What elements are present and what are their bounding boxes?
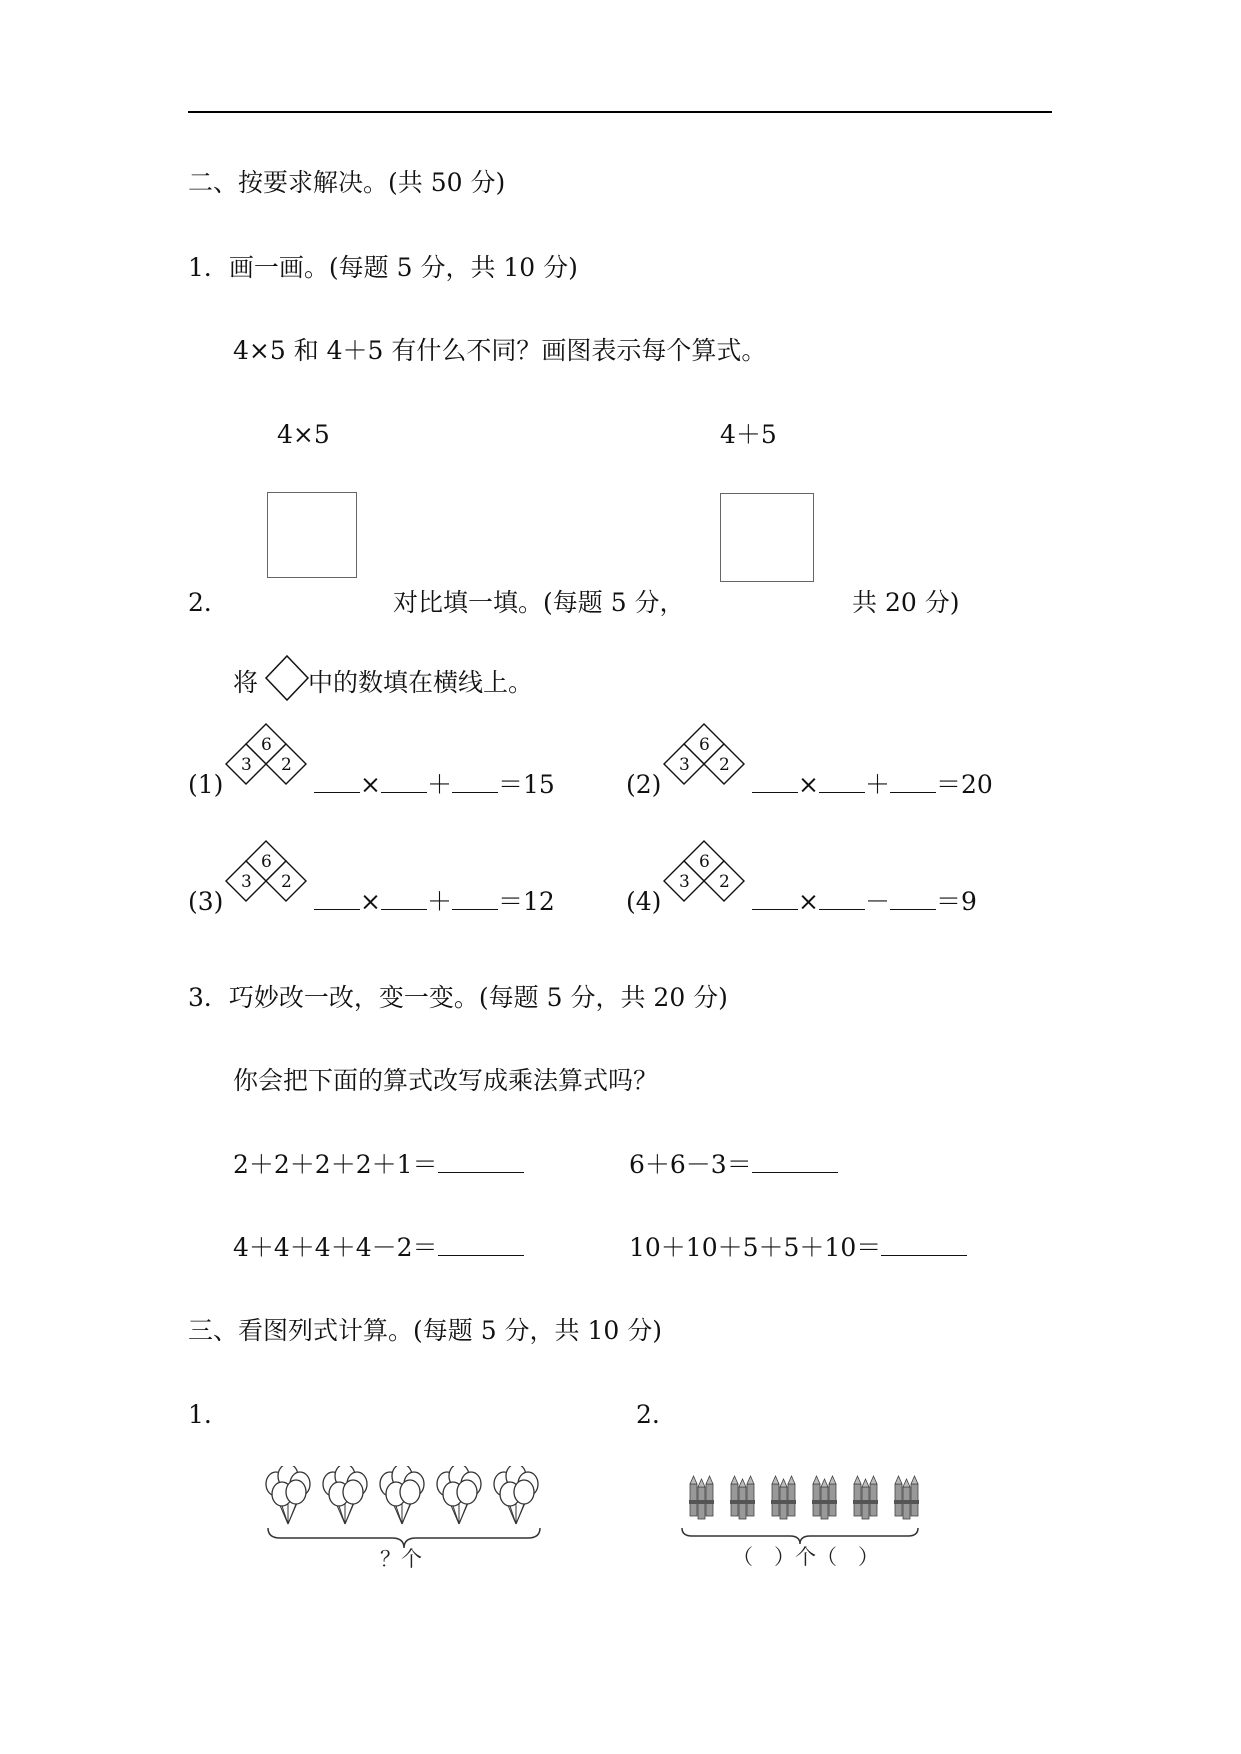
q2-equation xyxy=(314,770,555,800)
balloons-picture xyxy=(260,1466,550,1572)
answer-blank[interactable] xyxy=(752,1150,838,1173)
q3-expression-4 xyxy=(629,1233,967,1263)
number-diamond-cluster xyxy=(662,720,746,804)
problem-1-label: 1. xyxy=(188,1400,212,1429)
q1-heading: 1．画一画。(每题 5 分，共 10 分) xyxy=(188,253,578,282)
answer-blank[interactable] xyxy=(752,887,798,910)
balloons-caption: ？个 xyxy=(380,1547,422,1571)
diamond-number: 6 xyxy=(261,852,272,872)
diamond-number: 3 xyxy=(241,755,252,775)
diamond-number: 2 xyxy=(281,872,292,892)
number-diamond-cluster xyxy=(224,720,308,804)
diamond-number: 3 xyxy=(679,872,690,892)
balloon-bunch xyxy=(323,1466,367,1524)
q1-expr-left: 4×5 xyxy=(277,420,330,449)
number-diamond-cluster xyxy=(224,837,308,921)
diamond-number: 6 xyxy=(699,852,710,872)
operator: ＋ xyxy=(426,887,452,916)
answer-blank[interactable] xyxy=(314,770,360,793)
balloon-bunch xyxy=(266,1466,310,1524)
pencils-caption: （ ）个（ ） xyxy=(732,1545,879,1566)
equation-result: ＝15 xyxy=(497,770,555,799)
operator: × xyxy=(798,770,819,799)
q3-heading: 3．巧妙改一改，变一变。(每题 5 分，共 20 分) xyxy=(188,983,728,1012)
q2-equation xyxy=(752,770,993,800)
answer-blank[interactable] xyxy=(819,887,865,910)
problem-2-label: 2. xyxy=(636,1400,660,1429)
balloon-bunch xyxy=(380,1466,424,1524)
pencils-brace xyxy=(682,1528,918,1544)
pencil-bundle xyxy=(730,1476,755,1519)
answer-blank[interactable] xyxy=(890,770,936,793)
q2-equation xyxy=(752,887,977,917)
section-3-title: 三、看图列式计算。(每题 5 分，共 10 分) xyxy=(188,1316,663,1345)
operator: × xyxy=(360,887,381,916)
operator: ＋ xyxy=(426,770,452,799)
diamond-number: 6 xyxy=(699,735,710,755)
diamond-number: 6 xyxy=(261,735,272,755)
instruction-diamond-icon xyxy=(262,653,312,703)
answer-blank[interactable] xyxy=(752,770,798,793)
equation-result: ＝9 xyxy=(935,887,977,916)
pencil-bundle xyxy=(853,1476,878,1519)
equation-result: ＝20 xyxy=(935,770,993,799)
pencil-bundle xyxy=(771,1476,796,1519)
q2-item-label: (1) xyxy=(188,770,224,799)
operator: × xyxy=(798,887,819,916)
answer-blank[interactable] xyxy=(381,770,427,793)
q1-prompt: 4×5 和 4＋5 有什么不同？画图表示每个算式。 xyxy=(233,336,767,365)
answer-blank[interactable] xyxy=(314,887,360,910)
q2-heading-a: 对比填一填。(每题 5 分， xyxy=(393,588,685,617)
diamond-number: 2 xyxy=(719,872,730,892)
drawing-box-left[interactable] xyxy=(267,492,357,578)
pencil-bundle xyxy=(689,1476,714,1519)
q3-expression-3 xyxy=(233,1233,524,1263)
operator: × xyxy=(360,770,381,799)
q3-expression-3-text: 4＋4＋4＋4－2＝ xyxy=(233,1233,438,1262)
q2-number: 2． xyxy=(188,588,229,617)
q3-expression-2-text: 6＋6－3＝ xyxy=(629,1150,752,1179)
answer-blank[interactable] xyxy=(819,770,865,793)
diamond-number: 2 xyxy=(281,755,292,775)
q2-instruction-end: 中的数填在横线上。 xyxy=(308,668,534,697)
answer-blank[interactable] xyxy=(452,887,498,910)
section-2-title: 二、按要求解决。(共 50 分) xyxy=(188,168,506,197)
operator: － xyxy=(864,887,890,916)
diamond-number: 2 xyxy=(719,755,730,775)
q1-expr-right: 4＋5 xyxy=(720,420,777,449)
q2-item-label: (2) xyxy=(626,770,662,799)
answer-blank[interactable] xyxy=(890,887,936,910)
q3-expression-1-text: 2＋2＋2＋2＋1＝ xyxy=(233,1150,438,1179)
q3-prompt: 你会把下面的算式改写成乘法算式吗？ xyxy=(233,1066,659,1095)
balloon-bunch xyxy=(437,1466,481,1524)
q2-item-label: (3) xyxy=(188,887,224,916)
pencil-bundle xyxy=(894,1476,919,1519)
equation-result: ＝12 xyxy=(497,887,555,916)
q2-equation xyxy=(314,887,555,917)
diamond-number: 3 xyxy=(241,872,252,892)
drawing-box-right[interactable] xyxy=(720,493,814,582)
q3-expression-1 xyxy=(233,1150,524,1180)
answer-blank[interactable] xyxy=(381,887,427,910)
q2-item-label: (4) xyxy=(626,887,662,916)
diamond-number: 3 xyxy=(679,755,690,775)
number-diamond-cluster xyxy=(662,837,746,921)
balloon-bunch xyxy=(494,1466,538,1524)
answer-blank[interactable] xyxy=(438,1150,524,1173)
q2-instruction-start: 将 xyxy=(233,668,259,697)
answer-blank[interactable] xyxy=(452,770,498,793)
pencils-picture xyxy=(676,1474,924,1566)
pencil-bundle xyxy=(812,1476,837,1519)
answer-blank[interactable] xyxy=(881,1233,967,1256)
q3-expression-2 xyxy=(629,1150,838,1180)
balloons-brace xyxy=(268,1528,540,1548)
header-rule xyxy=(188,111,1052,113)
q3-expression-4-text: 10＋10＋5＋5＋10＝ xyxy=(629,1233,882,1262)
answer-blank[interactable] xyxy=(438,1233,524,1256)
operator: ＋ xyxy=(864,770,890,799)
q2-heading-b: 共 20 分) xyxy=(852,588,960,617)
